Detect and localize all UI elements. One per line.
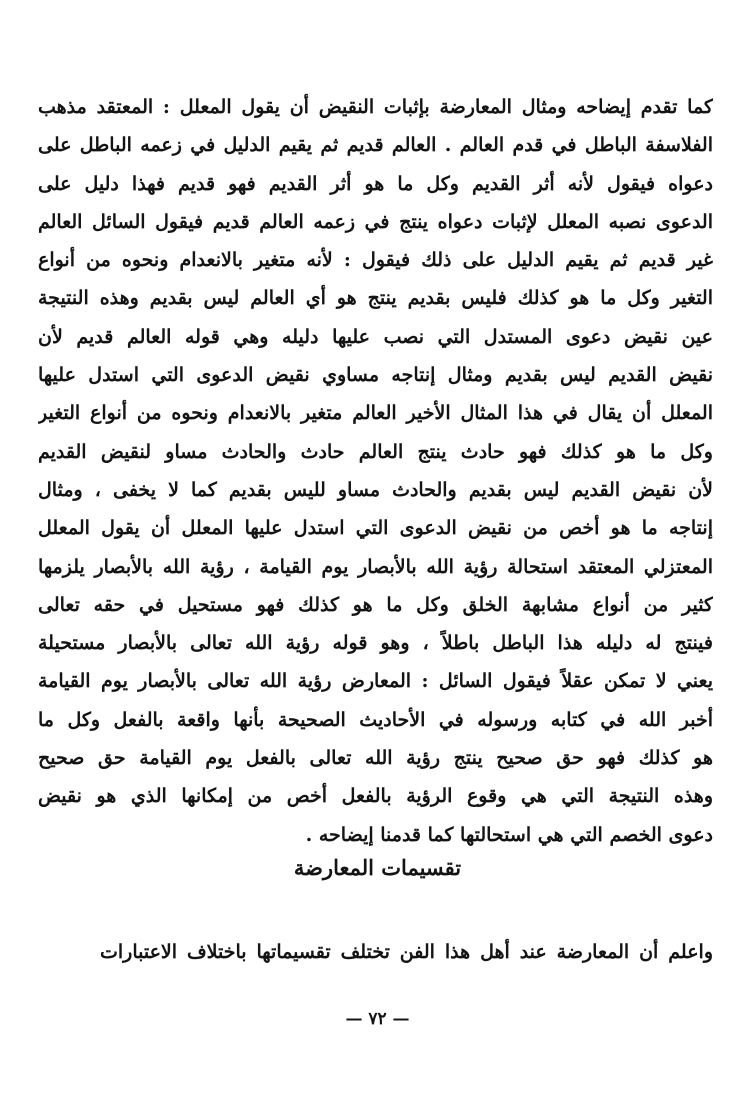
text-line-9: المعلل أن يقال في هذا المثال الأخير العالم متغير بالانعدام ونحوه من أنواع التغير bbox=[38, 402, 713, 425]
text-line-7: عين نقيض دعوى المستدل التي نصب عليها دليله وهي قوله العالم قديم لأن bbox=[38, 325, 713, 348]
text-line-8: نقيض القديم ليس بقديم ومثال إنتاجه مساوي نقيض الدعوى التي استدل عليها bbox=[38, 364, 713, 387]
closing-line: واعلم أن المعارضة عند أهل هذا الفن تختلف تقسيماتها باختلاف الاعتبارات bbox=[100, 941, 713, 963]
text-line-6: التغير وكل ما هو كذلك فليس بقديم ينتج هو أي العالم ليس بقديم وهذه النتيجة bbox=[38, 287, 713, 310]
text-line-14: كثير من أنواع مشابهة الخلق وكل ما هو كذلك فهو مستحيل في حقه تعالى bbox=[38, 593, 713, 616]
text-line-15: فينتج له دليله هذا الباطل باطلاً ، وهو قوله رؤية الله تعالى بالأبصار مستحيلة bbox=[38, 632, 713, 655]
text-line-13: المعتزلي المعتقد استحالة رؤية الله بالأبصار يوم القيامة ، رؤية الله بالأبصار يلزمها bbox=[38, 555, 713, 578]
text-line-1: كما تقدم إيضاحه ومثال المعارضة بإثبات النقيض أن يقول المعلل : المعتقد مذهب bbox=[38, 96, 713, 118]
page-number: — ٧٢ — bbox=[345, 1009, 410, 1029]
text-line-4: الدعوى نصبه المعلل لإثبات دعواه ينتج في زعمه العالم قديم فيقول السائل العالم bbox=[38, 210, 713, 233]
text-line-3: دعواه فيقول لأنه أثر القديم وكل ما هو أثر القديم فهو قديم فهذا دليل على bbox=[38, 172, 713, 195]
text-line-2: الفلاسفة الباطل في قدم العالم . العالم قديم ثم يقيم الدليل في زعمه الباطل على bbox=[38, 134, 713, 157]
text-line-17: أخبر الله في كتابه ورسوله في الأحاديث الصحيحة بأنها واقعة بالفعل وكل ما bbox=[38, 708, 713, 731]
text-line-16: يعني لا تمكن عقلاً فيقول السائل : المعارض رؤية الله تعالى بالأبصار يوم القيامة bbox=[38, 670, 713, 693]
text-line-18: هو كذلك فهو حق صحيح ينتج رؤية الله تعالى بالفعل يوم القيامة حق صحيح bbox=[38, 747, 713, 770]
body-text bbox=[38, 88, 713, 854]
text-line-20: دعوى الخصم التي هي استحالتها كما قدمنا إيضاحه . bbox=[305, 823, 713, 846]
text-line-12: إنتاجه ما هو أخص من نقيض الدعوى التي استدل عليها المعلل أن يقول المعلل bbox=[38, 517, 713, 540]
text-line-19: وهذه النتيجة التي هي وقوع الرؤية بالفعل أخص من إمكانها الذي هو نقيض bbox=[38, 785, 713, 808]
text-line-11: لأن نقيض القديم ليس بقديم والحادث مساو لليس بقديم كما لا يخفى ، ومثال bbox=[38, 478, 713, 501]
text-line-5: غير قديم ثم يقيم الدليل على ذلك فيقول : لأنه متغير بالانعدام ونحوه من أنواع bbox=[38, 249, 713, 272]
section-heading-text: تقسيمات المعارضة bbox=[293, 855, 462, 880]
section-heading bbox=[0, 855, 755, 880]
text-line-10: وكل ما هو كذلك فهو حادث ينتج العالم حادث والحادث مساو لنقيض القديم bbox=[38, 440, 713, 463]
